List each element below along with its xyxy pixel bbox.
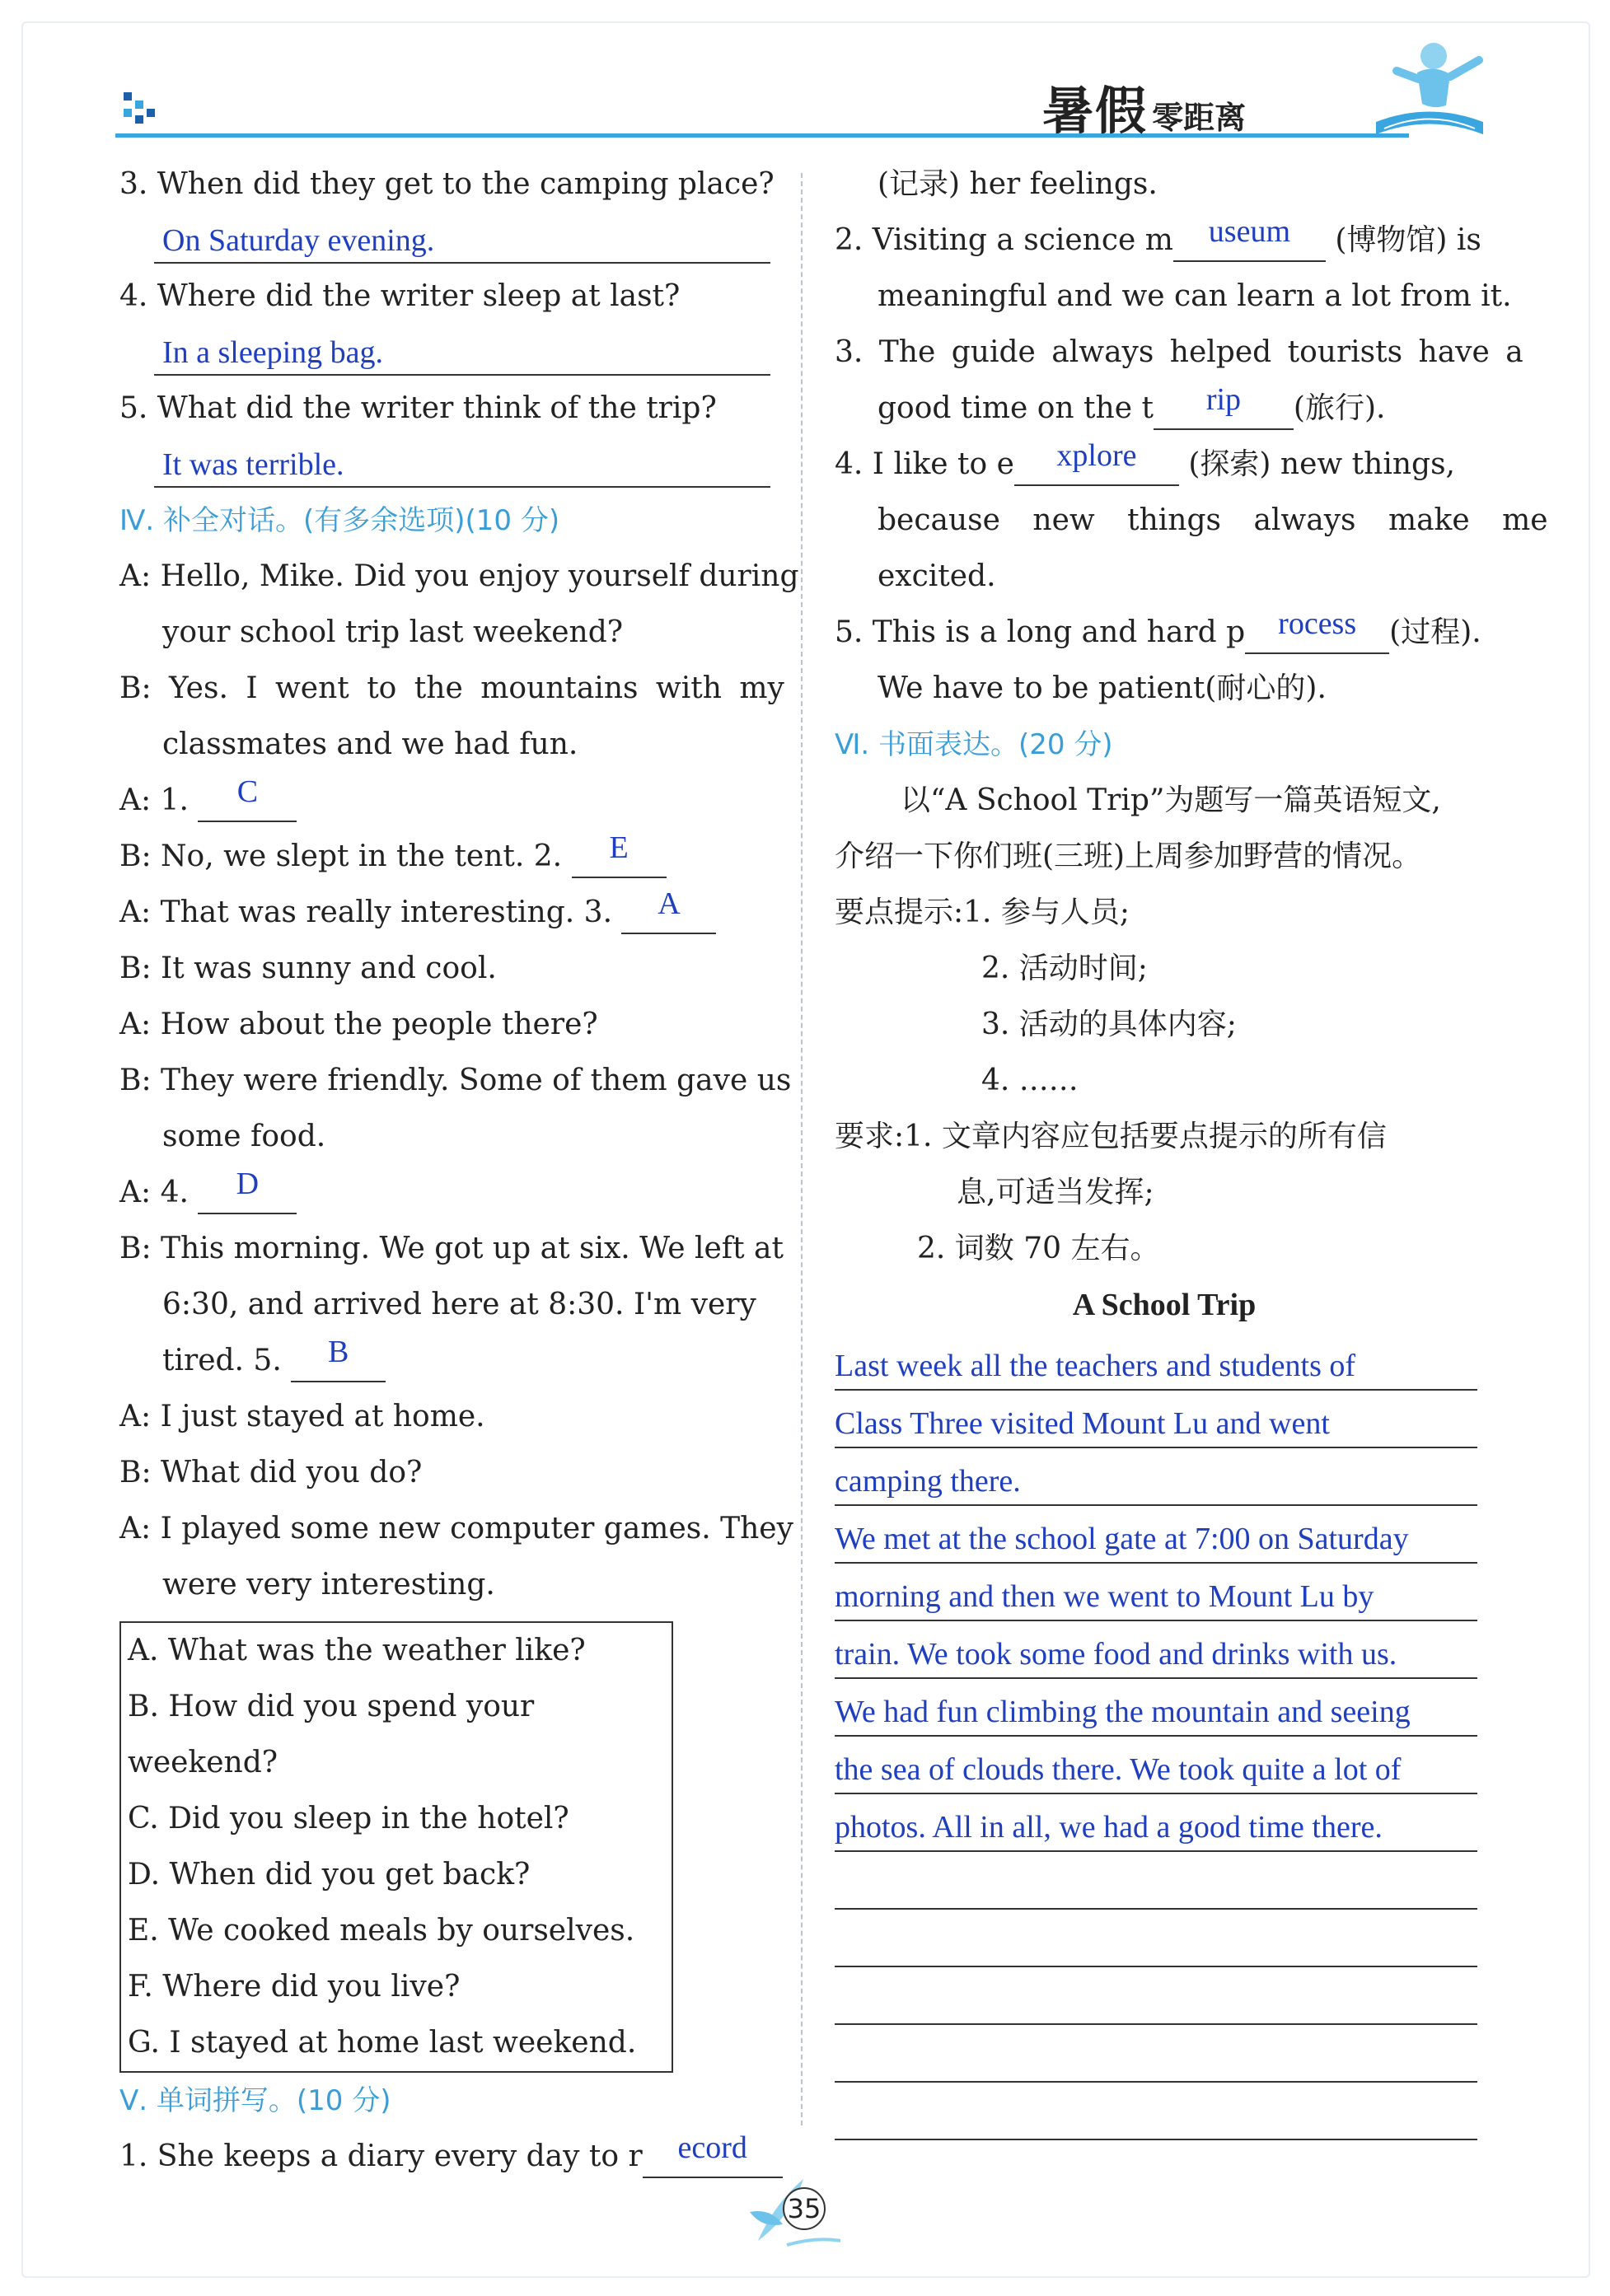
option-item: E. We cooked meals by ourselves. [128,1914,635,1948]
spelling-text: because new things always make me [878,503,1548,537]
writing-prompt: 3. 活动的具体内容; [981,1008,1237,1041]
answer-3: On Saturday evening. [162,223,435,258]
question-5: 5. What did the writer think of the trip? [119,391,717,425]
dialogue-blank-3 [119,885,770,941]
spelling-3-blank-line [835,381,1494,437]
answer-rule [154,262,770,264]
spelling-2 [835,213,1494,269]
essay-line[interactable] [835,1506,1477,1564]
spelling-text: (过程). [1389,615,1481,649]
blank-5[interactable] [291,1335,386,1382]
essay-line[interactable] [835,1448,1477,1506]
brand-title [1042,70,1246,143]
essay-text: camping there. [835,1464,1021,1499]
spelling-4 [835,437,1494,493]
essay-line[interactable] [835,1621,1477,1679]
brand-small: 零距离 [1152,100,1247,136]
header-dots-icon [124,92,165,125]
empty-writing-line[interactable] [835,1852,1477,1910]
answer-4-line[interactable] [119,325,770,381]
spelling-5 [835,605,1494,661]
spelling-text: good time on the t [878,391,1154,425]
writing-prompt: 4. …… [981,1064,1079,1097]
option-item: D. When did you get back? [128,1858,531,1892]
question-3: 3. When did they get to the camping place? [119,167,775,201]
writing-prompt: 要求:1. 文章内容应包括要点提示的所有信 [835,1120,1387,1153]
dialogue-text: A: 1. [119,783,189,817]
section-6-heading: Ⅵ. 书面表达。(20 分) [835,728,1113,761]
essay-text: photos. All in all, we had a good time there. [835,1810,1383,1845]
dialogue-line: were very interesting. [162,1568,495,1602]
dialogue-blank-2 [119,829,770,885]
answer-rule [154,374,770,376]
dialogue-blank-5 [119,1333,770,1389]
dialogue-line: A: I just stayed at home. [119,1400,485,1433]
reading-mascot-icon [1368,31,1491,147]
spelling-text: 2. Visiting a science m [835,223,1173,257]
essay-line[interactable] [835,1737,1477,1794]
blank-4-answer: D [236,1167,260,1201]
essay-line[interactable] [835,1391,1477,1448]
question-4: 4. Where did the writer sleep at last? [119,279,681,313]
spelling-text: meaningful and we can learn a lot from it. [878,279,1512,313]
dialogue-line: 6:30, and arrived here at 8:30. I'm very [162,1288,756,1321]
blank-2[interactable] [572,830,667,878]
spelling-text: excited. [878,559,996,593]
dialogue-line: B: They were friendly. Some of them gave us [119,1064,792,1097]
dialogue-text: A: 4. [119,1176,189,1209]
empty-writing-line[interactable] [835,2083,1477,2140]
answer-rule [154,486,770,488]
writing-prompt: 2. 词数 70 左右。 [917,1232,1160,1265]
dialogue-line: A: Hello, Mike. Did you enjoy yourself during [119,559,799,593]
essay-text: We had fun climbing the mountain and seeing [835,1695,1411,1729]
essay-text: train. We took some food and drinks with us. [835,1637,1397,1672]
essay-title: A School Trip [1072,1288,1257,1322]
column-divider [801,173,803,2125]
spelling-2-answer: useum [1208,214,1291,249]
dialogue-line: B: This morning. We got up at six. We left at [119,1232,784,1265]
spelling-text: (博物馆) is [1335,223,1481,257]
blank-3[interactable] [621,886,716,934]
option-item: B. How did you spend your weekend? [128,1690,535,1779]
essay-line[interactable] [835,1794,1477,1852]
right-column [835,157,1548,2140]
writing-prompt: 息,可适当发挥; [957,1176,1154,1209]
spelling-4-blank[interactable] [1014,438,1179,486]
writing-prompt: 以“A School Trip”为题写一篇英语短文, [901,783,1441,817]
spelling-text: 4. I like to e [835,447,1014,481]
blank-1[interactable] [198,774,297,822]
spelling-3: 3. The guide always helped tourists have a [835,335,1523,369]
spelling-3-blank[interactable] [1154,382,1294,430]
writing-prompt: 介绍一下你们班(三班)上周参加野营的情况。 [835,839,1422,873]
essay-text: Class Three visited Mount Lu and went [835,1406,1330,1441]
options-box [119,1621,673,2073]
section-4-heading: Ⅳ. 补全对话。(有多余选项)(10 分) [119,504,560,537]
dialogue-line: A: I played some new computer games. They [119,1512,793,1545]
dialogue-blank-1 [119,773,770,829]
essay-text: the sea of clouds there. We took quite a lot of [835,1752,1402,1787]
option-item: A. What was the weather like? [128,1634,586,1667]
option-item: G. I stayed at home last weekend. [128,2026,637,2060]
spelling-4-answer: xplore [1056,438,1137,473]
essay-line[interactable] [835,1564,1477,1621]
answer-5-line[interactable] [119,437,770,493]
spelling-text: (探索) new things, [1188,447,1455,481]
blank-1-answer: C [236,774,259,809]
dialogue-line: classmates and we had fun. [162,727,578,761]
spelling-2-blank[interactable] [1173,214,1326,262]
spelling-1-answer: ecord [677,2130,747,2165]
dialogue-line: some food. [162,1120,326,1153]
spelling-5-answer: rocess [1278,606,1357,641]
option-item: C. Did you sleep in the hotel? [128,1802,569,1835]
writing-prompt: 2. 活动时间; [981,952,1148,985]
essay-text: Last week all the teachers and students of [835,1349,1356,1383]
dialogue-line: your school trip last weekend? [162,615,624,649]
dialogue-line: A: How about the people there? [119,1008,598,1041]
section-5-heading: Ⅴ. 单词拼写。(10 分) [119,2084,391,2117]
essay-line[interactable] [835,1333,1477,1391]
spelling-5-blank[interactable] [1245,606,1389,654]
blank-3-answer: A [658,886,681,921]
essay-text: morning and then we went to Mount Lu by [835,1579,1374,1614]
spelling-3-answer: rip [1205,382,1242,417]
blank-2-answer: E [609,830,629,865]
option-item: F. Where did you live? [128,1970,461,2004]
dialogue-text: A: That was really interesting. 3. [119,895,613,929]
spelling-1 [119,2129,770,2185]
spelling-1-cont: (记录) her feelings. [878,167,1158,201]
dialogue-text: B: No, we slept in the tent. 2. [119,839,563,873]
empty-writing-line[interactable] [835,2025,1477,2083]
dialogue-blank-4 [119,1165,770,1221]
dialogue-line: B: Yes. I went to the mountains with my [119,671,784,705]
essay-text: We met at the school gate at 7:00 on Saturday [835,1522,1409,1556]
left-column [119,157,799,2185]
answer-3-line[interactable] [119,213,770,269]
spelling-text: We have to be patient(耐心的). [878,671,1327,705]
dialogue-line: B: It was sunny and cool. [119,952,497,985]
empty-writing-line[interactable] [835,1910,1477,1967]
blank-5-answer: B [328,1335,349,1369]
dialogue-text: tired. 5. [162,1344,282,1377]
blank-4[interactable] [198,1167,297,1214]
answer-4: In a sleeping bag. [162,335,384,370]
spelling-text: 5. This is a long and hard p [835,615,1246,649]
writing-prompt: 要点提示:1. 参与人员; [835,895,1130,929]
page-number: 35 [783,2187,826,2230]
spelling-text: 1. She keeps a diary every day to r [119,2139,643,2173]
empty-writing-line[interactable] [835,1967,1477,2025]
brand-big: 暑假 [1042,81,1149,141]
essay-line[interactable] [835,1679,1477,1737]
spelling-text: (旅行). [1293,391,1386,425]
answer-5: It was terrible. [162,447,344,482]
dialogue-line: B: What did you do? [119,1456,423,1489]
